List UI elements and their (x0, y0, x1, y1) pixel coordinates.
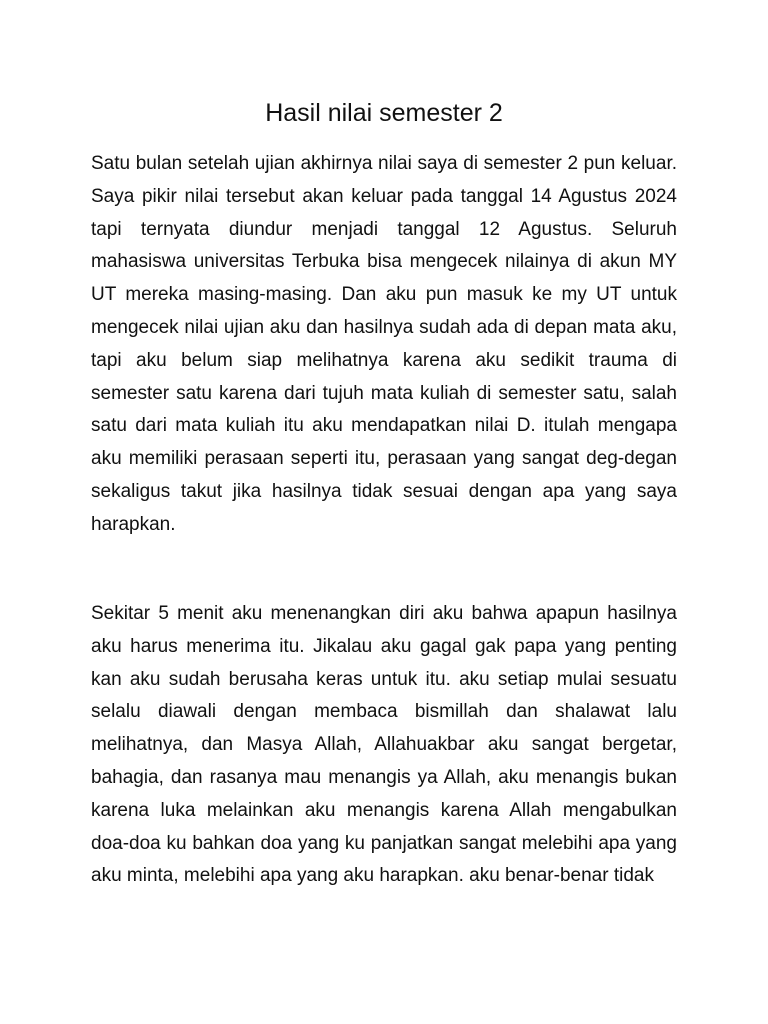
paragraph-2: Sekitar 5 menit aku menenangkan diri aku bahwa apapun hasilnya aku harus menerima itu. Jikalau aku gagal gak papa yang penting kan aku sudah berusaha keras untuk itu. aku setiap mulai sesuatu selalu diawali dengan membaca bismillah dan shalawat lalu melihatnya, dan Masya Allah, Allahuakbar aku sangat bergetar, bahagia, dan rasanya mau menangis ya Allah, aku menangis bukan karena luka melainkan aku menangis karena Allah mengabulkan doa-doa ku bahkan doa yang ku panjatkan sangat melebihi apa yang aku minta, melebihi apa yang aku harapkan. aku benar-benar tidak (91, 603, 677, 887)
paragraph-1: Satu bulan setelah ujian akhirnya nilai saya di semester 2 pun keluar. Saya pikir nilai tersebut akan keluar pada tanggal 14 Agustus 2024 tapi ternyata diundur menjadi tanggal 12 Agustus. Seluruh mahasiswa universitas Terbuka bisa mengecek nilainya di akun MY UT mereka masing-masing. Dan aku pun masuk ke my UT untuk mengecek nilai ujian aku dan hasilnya sudah ada di depan mata aku, tapi aku belum siap melihatnya karena aku sedikit trauma di semester satu karena dari tujuh mata kuliah di semester satu, salah satu dari mata kuliah itu aku mendapatkan nilai D. itulah mengapa aku memiliki perasaan seperti itu, perasaan yang sangat deg-degan sekaligus takut jika hasilnya tidak sesuai dengan apa yang saya harapkan. (91, 153, 677, 535)
document-title: Hasil nilai semester 2 (265, 99, 503, 127)
